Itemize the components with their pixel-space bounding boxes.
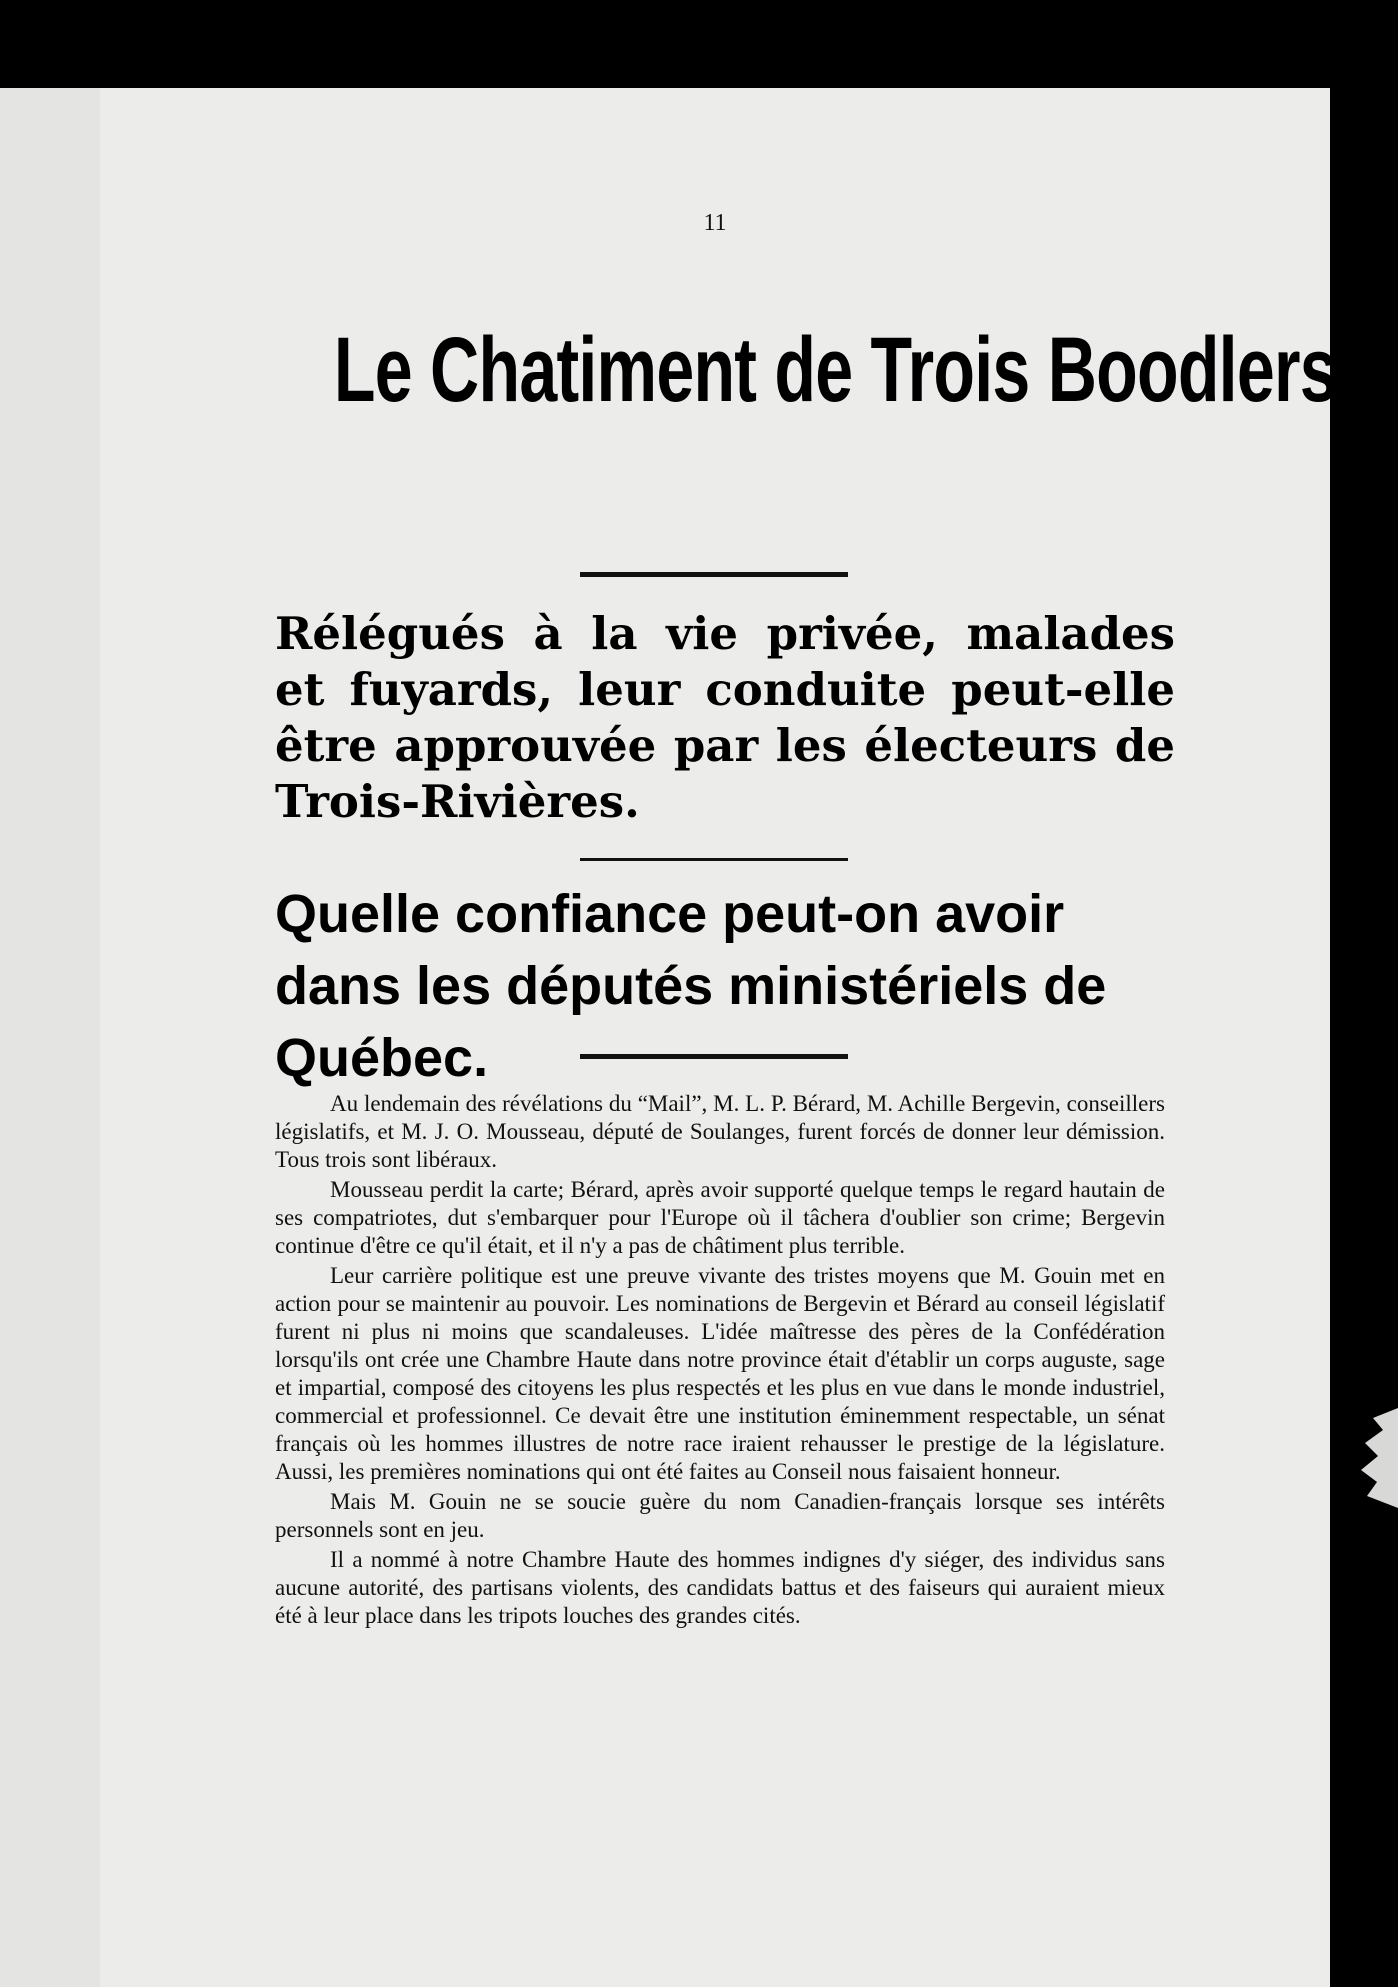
document-page	[100, 88, 1337, 1987]
paragraph: Il a nommé à notre Chambre Haute des hommes indignes d'y siéger, des individus sans aucune autorité, des partisans violents, des candidats battus et des faiseurs qui auraient mieux été à leur place dans les tripots louches des grandes cités.	[275, 1547, 1165, 1628]
page-number: 11	[703, 210, 727, 236]
subheading-2: Quelle confiance peut-on avoir dans les députés ministériels de Québec.	[275, 884, 1107, 1088]
page-title: Le Chatiment de Trois Boodlers	[333, 319, 1337, 421]
paper-tear-mark	[1343, 1408, 1398, 1508]
divider-rule	[580, 572, 848, 577]
divider-rule	[580, 858, 848, 861]
paragraph: Mais M. Gouin ne se soucie guère du nom Canadien-français lorsque ses intérêts personnels sont en jeu.	[275, 1489, 1165, 1542]
article-body	[275, 1090, 1165, 1632]
divider-rule	[580, 1054, 848, 1059]
paragraph: Mousseau perdit la carte; Bérard, après avoir supporté quelque temps le regard hautain de ses compatriotes, dut s'embarquer pour l'Europe où il tâchera d'oublier son crime; Bergevin continue d'être ce qu'il était, et il n'y a pas de châtiment plus terrible.	[275, 1177, 1165, 1258]
paragraph: Leur carrière politique est une preuve vivante des tristes moyens que M. Gouin met en action pour se maintenir au pouvoir. Les nominations de Bergevin et Bérard au conseil législatif furent ni plus ni moins que scandaleuses. L'idée maîtresse des pères de la Confédération lorsqu'ils ont crée une Chambre Haute dans notre province était d'établir un corps auguste, sage et impartial, composé des citoyens les plus respectés et les plus en vue dans le monde industriel, commercial et professionnel. Ce devait être une institution éminemment respectable, un sénat français où les hommes illustres de notre race iraient rehausser le prestige de la législature. Aussi, les premières nominations qui ont été faites au Conseil nous faisaient honneur.	[275, 1263, 1165, 1484]
subheading-1: Rélégués à la vie privée, malades et fuyards, leur conduite peut-elle être approuvée par les électeurs de Trois-Rivières.	[275, 607, 1175, 828]
paragraph: Au lendemain des révélations du “Mail”, M. L. P. Bérard, M. Achille Bergevin, conseillers législatifs, et M. J. O. Mousseau, député de Soulanges, furent forcés de donner leur démission. Tous trois sont libéraux.	[275, 1091, 1165, 1172]
previous-page-edge	[0, 88, 103, 1987]
